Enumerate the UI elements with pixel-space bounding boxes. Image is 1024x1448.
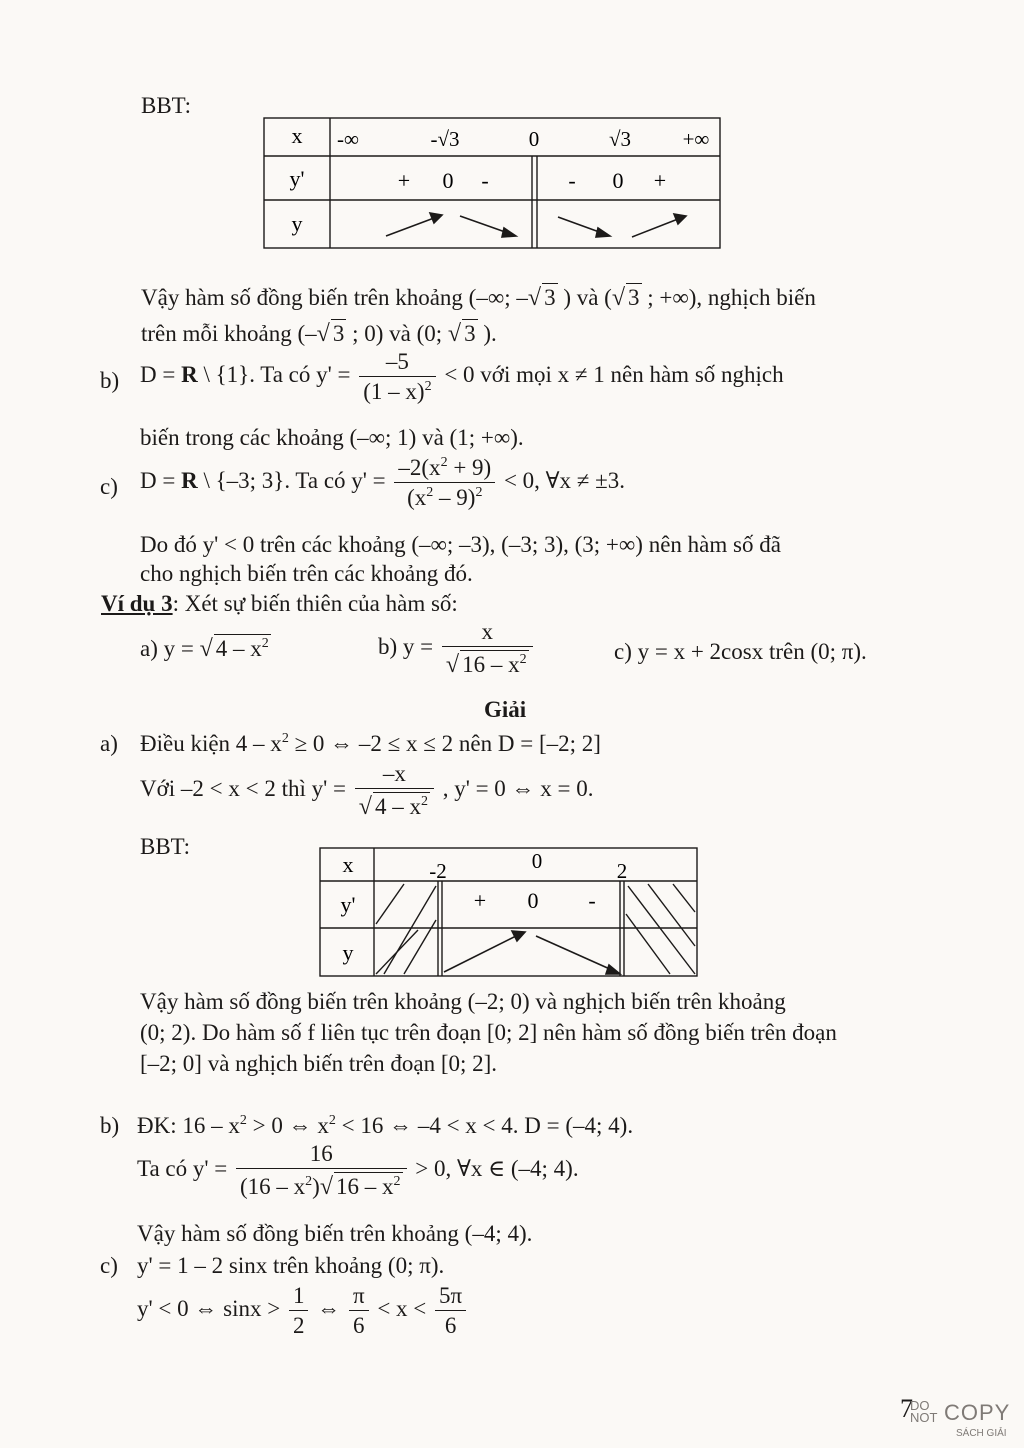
solution-c-line-2 (137, 1284, 469, 1337)
stamp-sach-giai: SÁCH GIẢI (956, 1428, 1007, 1439)
exponent: 2 (328, 1113, 336, 1128)
variation-table-1 (262, 116, 722, 250)
bbt1-sign-3: - (481, 168, 489, 193)
text: ĐK: 16 – x (137, 1113, 240, 1138)
text: Ta có y' = (137, 1155, 228, 1181)
example-3-title: Ví dụ 3 (101, 591, 173, 616)
conclusion-2-line-2: (0; 2). Do hàm số f liên tục trên đoạn [0; 2] nên hàm số đồng biến trên đoạn (140, 1020, 837, 1045)
part-c-marker: c) (100, 474, 118, 499)
example-3-c: c) y = x + 2cosx trên (0; π). (614, 639, 867, 664)
text: < 0, ∀x ≠ ±3. (503, 467, 626, 493)
bbt2-row-yprime: y' (340, 892, 356, 917)
bbt1-tick-sqrt3: √3 (608, 127, 632, 151)
bbt1-arrows (386, 213, 686, 237)
text: < 16 ⇔ –4 < x < 4. D = (–4; 4). (335, 1113, 634, 1138)
denominator: (1 – x)$^2$ (363, 379, 432, 404)
do-not-copy-stamp (910, 1400, 1010, 1442)
text: ). (483, 321, 497, 346)
part-b-marker: b) (100, 368, 120, 393)
exponent: 2 (239, 1113, 247, 1128)
text: b) y = (378, 633, 434, 659)
text: D = (140, 467, 176, 493)
bbt1-row-y: y (291, 211, 303, 236)
fraction-pi-over-6: $\frac{\pi}{6}$ (349, 1284, 369, 1337)
bbt1-row-yprime: y' (289, 166, 305, 191)
solution-heading: Giải (484, 697, 527, 722)
solution-a-line-1 (140, 732, 601, 755)
text: D = (140, 361, 176, 387)
bbt1-tick-neg-inf: -∞ (337, 127, 359, 151)
part-c-line-3: cho nghịch biến trên các khoảng đó. (140, 561, 473, 586)
sqrt-arg: $4 - x^2$ (215, 636, 269, 661)
text: \ {1}. Ta có y' = (203, 361, 351, 387)
example-3-a: a) y = √ $4 - x^2$ (140, 636, 269, 662)
numerator: –x (355, 762, 434, 789)
fraction-5pi-over-6: $\frac{5\pi}{6}$ (435, 1284, 466, 1337)
solution-b-marker: b) (100, 1113, 120, 1138)
fraction-one-half: $\frac{1}{2}$ (289, 1284, 309, 1337)
text: > 0, ∀x ∈ (–4; 4). (415, 1155, 579, 1181)
text: Điều kiện 4 – x (140, 731, 282, 756)
derivative-fraction (394, 456, 495, 509)
sqrt-arg: 3 (544, 285, 556, 310)
bbt-label-2: BBT: (140, 834, 190, 859)
bbt1-sign-5: 0 (612, 168, 624, 193)
bbt2-hatching-left (376, 884, 436, 974)
derivative-fraction (236, 1142, 407, 1199)
part-c-line-2: Do đó y' < 0 trên các khoảng (–∞; –3), (–3; 3), (3; +∞) nên hàm số đã (140, 532, 781, 557)
text: < x < (377, 1295, 427, 1321)
derivative-fraction (355, 762, 434, 819)
solution-b-line-1 (137, 1114, 633, 1137)
text: y' < 0 ⇔ sinx > (137, 1295, 281, 1321)
bbt2-tick-2: 2 (616, 859, 628, 883)
bbt1-tick-zero: 0 (528, 127, 540, 151)
solution-c-line-1: y' = 1 – 2 sinx trên khoảng (0; π). (137, 1253, 445, 1278)
bbt2-tick-zero: 0 (531, 849, 543, 873)
numerator: –5 (359, 350, 435, 377)
solution-b-line-2 (137, 1142, 579, 1199)
bbt1-tick-neg-sqrt3: -√3 (430, 127, 460, 151)
numerator: 16 (236, 1142, 407, 1169)
text: > 0 ⇔ x (246, 1113, 329, 1138)
text: Với –2 < x < 2 thì y' = (140, 775, 347, 801)
bbt1-tick-pos-inf: +∞ (682, 127, 710, 151)
solution-a-marker: a) (100, 731, 118, 756)
part-c-line-1 (140, 456, 625, 509)
bbt1-sign-2: 0 (442, 168, 454, 193)
text: ; 0) và (0; (352, 321, 443, 346)
part-b-line-2: biến trong các khoảng (–∞; 1) và (1; +∞). (140, 425, 524, 450)
text: Vậy hàm số đồng biến trên khoảng (–∞; – (141, 285, 528, 310)
conclusion-2-line-3: [–2; 0] và nghịch biến trên đoạn [0; 2]. (140, 1051, 498, 1076)
text: ≥ 0 ⇔ –2 ≤ x ≤ 2 nên D = [–2; 2] (288, 731, 601, 756)
solution-b-line-3: Vậy hàm số đồng biến trên khoảng (–4; 4). (137, 1221, 533, 1246)
text: ⇔ (317, 1295, 341, 1321)
sqrt-arg: 3 (464, 321, 476, 346)
text: ) và ( (563, 285, 612, 310)
example-3-b (378, 620, 536, 677)
text: \ {–3; 3}. Ta có y' = (203, 467, 386, 493)
text: trên mỗi khoảng (– (141, 321, 317, 346)
text: < 0 với mọi x ≠ 1 nên hàm số nghịch (444, 361, 784, 387)
denominator: √ $4 - x^2$ (358, 794, 428, 820)
stamp-copy: COPY (944, 1400, 1011, 1425)
text: ; +∞), nghịch biến (647, 285, 816, 310)
example-3-heading (101, 592, 458, 615)
solution-c-marker: c) (100, 1253, 118, 1278)
bbt2-sign-1: + (473, 888, 487, 913)
bbt1-sign-6: + (653, 168, 667, 193)
bbt1-sign-4: - (568, 168, 576, 193)
numerator: x (442, 620, 533, 647)
real-set-symbol: R (181, 361, 198, 387)
bbt1-sign-1: + (397, 168, 411, 193)
exponent: 2 (281, 731, 289, 746)
bbt2-row-x: x (342, 852, 354, 877)
real-set-symbol: R (181, 467, 198, 493)
bbt1-row-x: x (291, 123, 303, 148)
bbt2-tick-neg2: -2 (429, 859, 447, 883)
part-b-line-1 (140, 350, 784, 403)
conclusion-1-line-1: Vậy hàm số đồng biến trên khoảng (–∞; –√ 3 ) và (√ 3 ; +∞), nghịch biến (141, 285, 816, 311)
denominator: $(16 - x^2)√$ $16 - x^2$ (239, 1174, 401, 1200)
page-number: 7 (900, 1394, 913, 1423)
variation-table-2 (318, 846, 700, 978)
derivative-fraction (359, 350, 435, 403)
denominator: √ $16 - x^2$ (445, 652, 527, 678)
bbt2-hatching-right (626, 884, 695, 974)
stamp-do-not: DO NOT (910, 1398, 938, 1425)
conclusion-1-line-2: trên mỗi khoảng (–√ 3 ; 0) và (0; √ 3 ). (141, 321, 497, 347)
text: , y' = 0 ⇔ x = 0. (442, 775, 594, 801)
solution-a-line-2 (140, 762, 594, 819)
bbt2-sign-3: - (588, 888, 596, 913)
numerator: $-2(x^2 + 9)$ (394, 456, 495, 483)
text: : Xét sự biến thiên của hàm số: (172, 591, 458, 616)
text: a) y = (140, 636, 194, 661)
bbt2-arrows (444, 931, 620, 974)
sqrt-arg: 3 (332, 321, 345, 346)
bbt2-sign-2: 0 (527, 888, 539, 913)
conclusion-2-line-1: Vậy hàm số đồng biến trên khoảng (–2; 0) và nghịch biến trên khoảng (140, 989, 786, 1014)
sqrt-arg: 3 (628, 285, 640, 310)
denominator: $(x^2 - 9)^2$ (407, 485, 483, 510)
bbt-label-1: BBT: (141, 93, 191, 118)
function-fraction (442, 620, 533, 677)
bbt2-row-y: y (342, 940, 354, 965)
